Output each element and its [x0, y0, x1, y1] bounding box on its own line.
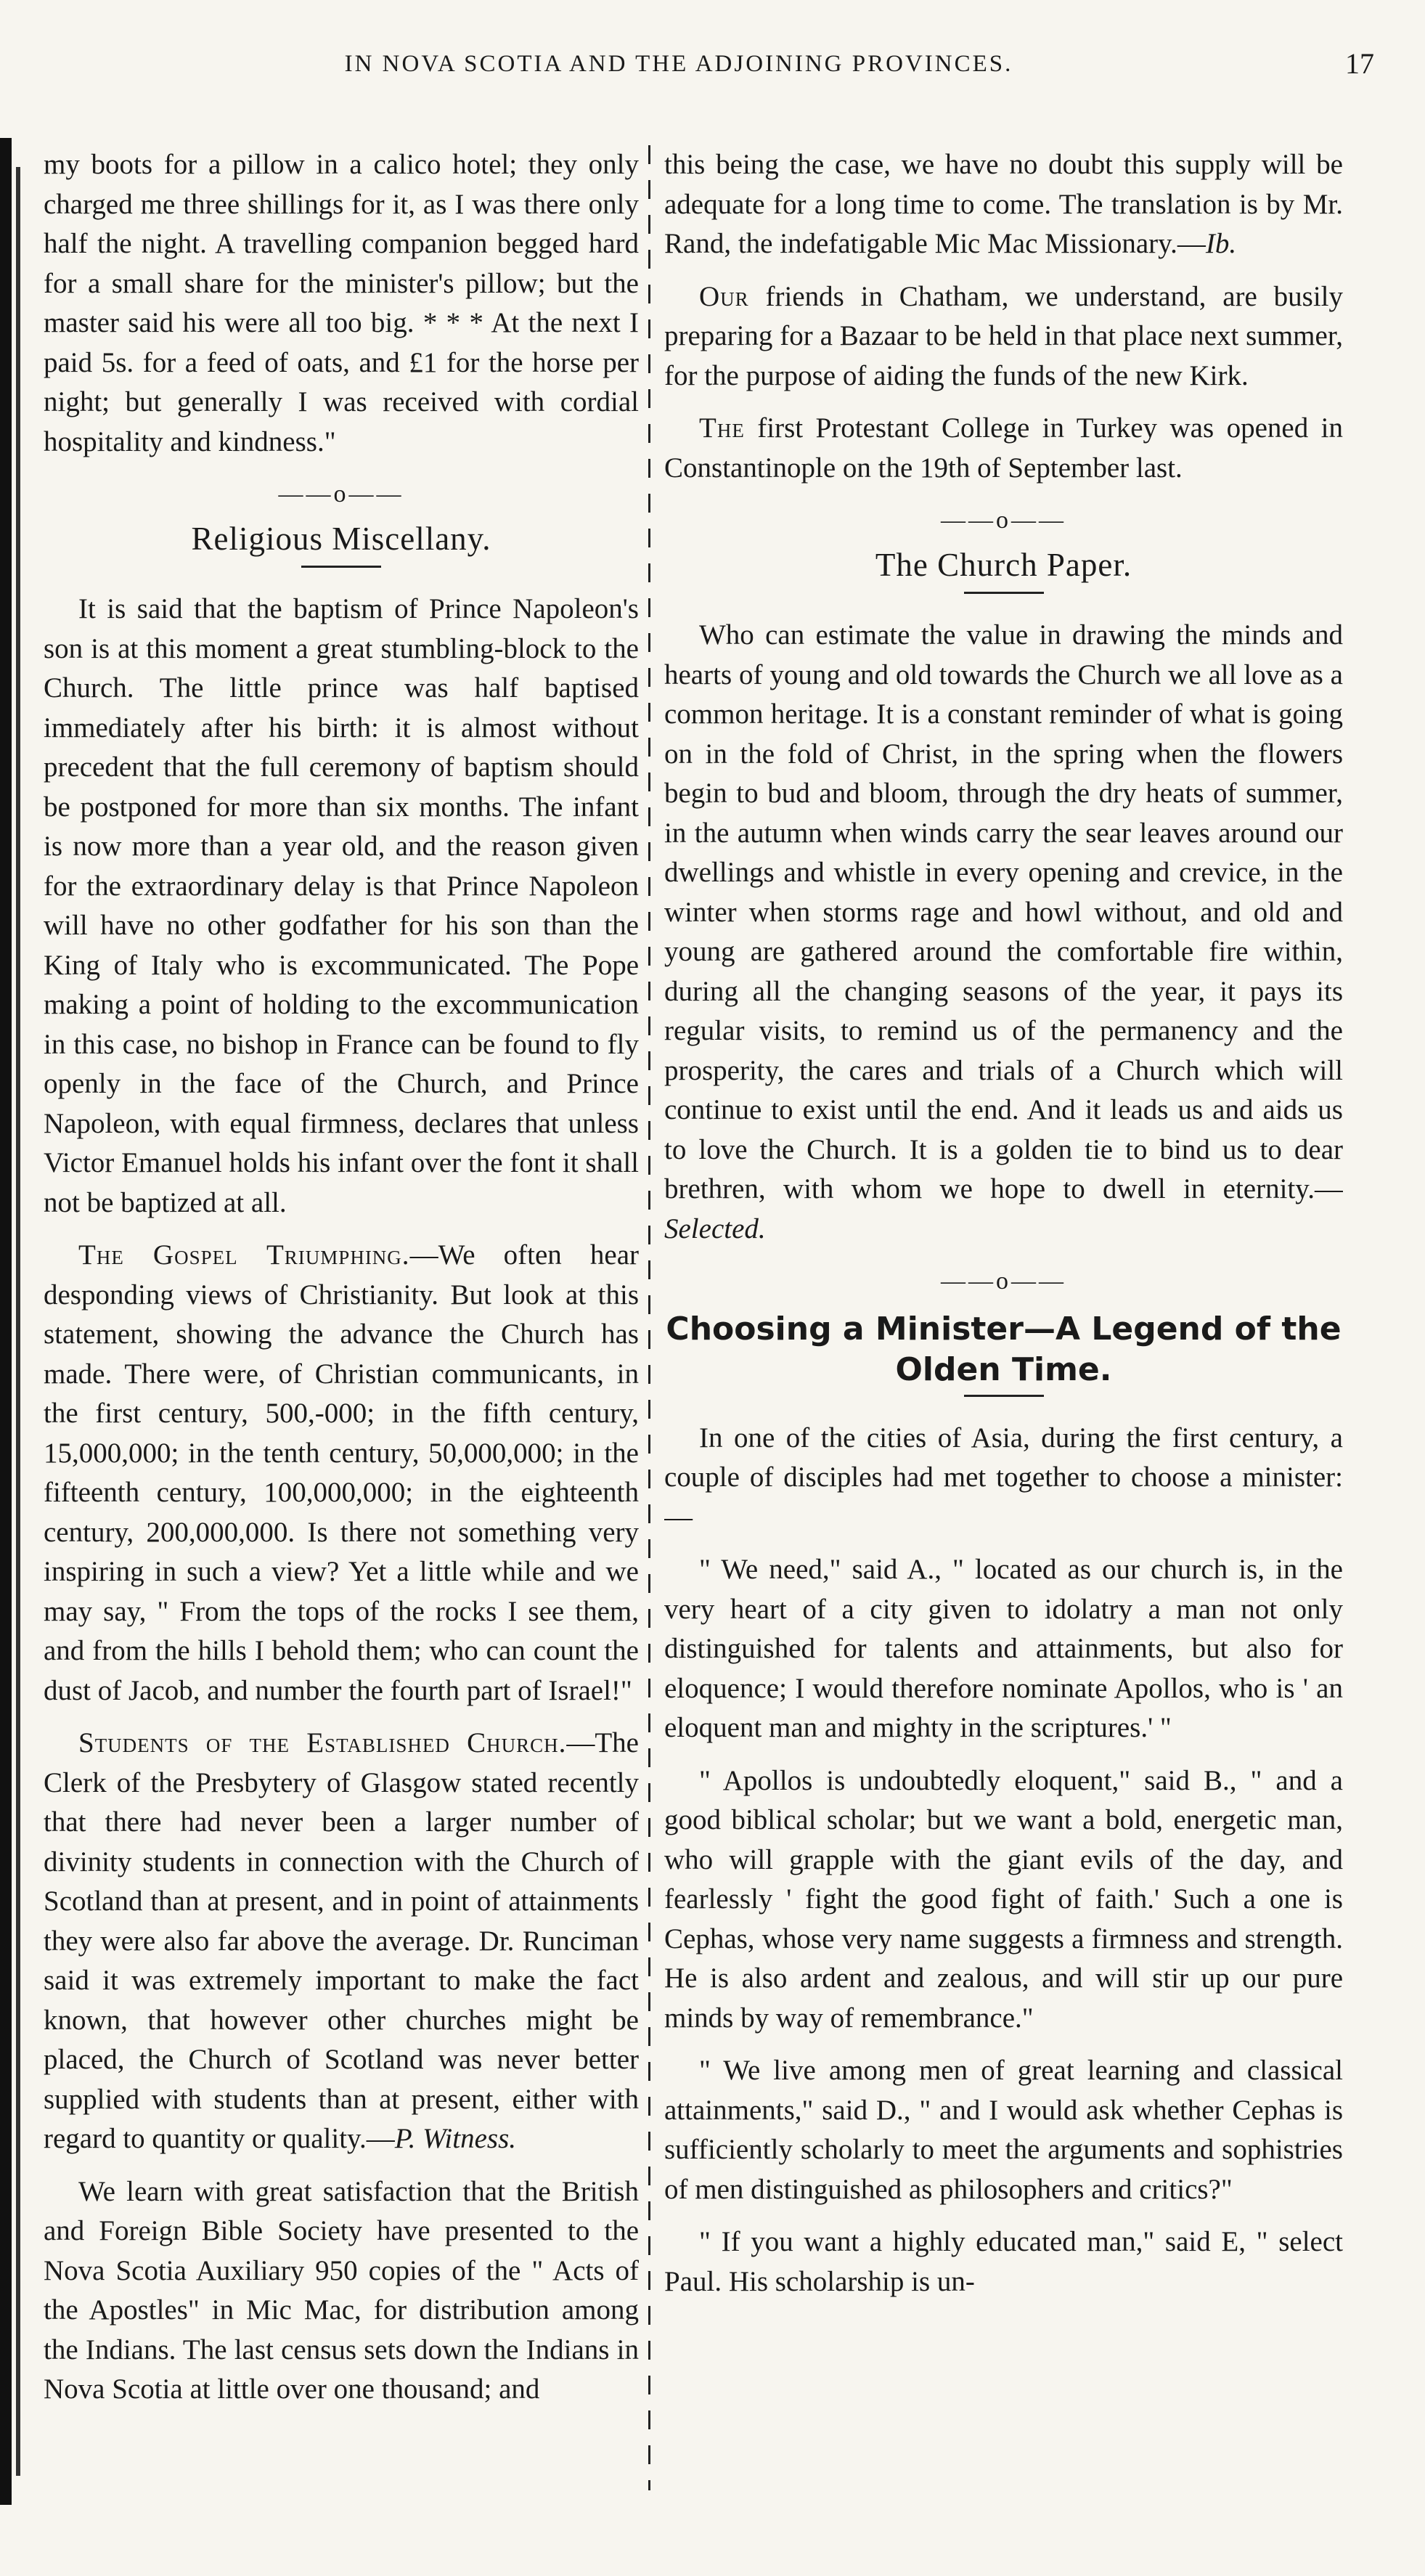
right-paragraph-cephas: " Apollos is undoubtedly eloquent," said B., " and a good biblical scholar; but we want a bold, energetic man, who will grapple with the giant evils of the day, and fearlessly ' fight the good fight of faith.' Such a one is Cephas, whose very name suggests a firmness and strength. He is also ardent and zealous, and will stir up our pure minds by way of remembrance." [664, 1764, 1343, 2034]
page-number: 17 [1345, 47, 1374, 80]
heading-rule [964, 1395, 1044, 1397]
church-paper-text: Who can estimate the value in drawing the minds and hearts of young and old towards the Church we all love as a common heritage. It is a constant reminder of what is going on in the fold of Christ, in the spring when the flowers begin to bud and bloom, through the dry heats of summer, in the autumn when winds carry the sear leaves around our dwellings and whistle in every opening and crevice, in the winter when storms rage and howl without, and old and young are gathered around the comfortable fire within, during all the changing seasons of the year, it pays its regular visits, to remind us of the permanency and the prosperity, the cares and trials of a Church which will continue to exist until the end. And it leads us and aids us to love the Church. It is a golden tie to bind us to dear brethren, with whom we hope to dwell in eternity.— [664, 619, 1343, 1205]
heading-rule [301, 566, 381, 568]
right-paragraph-chatham [664, 277, 1343, 396]
right-paragraph-asia: In one of the cities of Asia, during the first century, a couple of disciples had met together to choose a minister:— [664, 1422, 1343, 1533]
heading-choosing-minister: Choosing a Minister—A Legend of the Olden Time. [666, 1310, 1342, 1388]
church-paper-source: Selected. [664, 1212, 766, 1244]
left-paragraph-baptism: It is said that the baptism of Prince Napoleon's son is at this moment a great stumbling-block to the Church. The little prince was half baptised immediately after his birth: it is almost without precedent that the full ceremony of baptism should be postponed for more than six months. The infant is now more than a year old, and the reason given for the extraordinary delay is that Prince Napoleon will have no other godfather for his son than the King of Italy who is excommunicated. The Pope making a point of holding to the excommunication in this case, no bishop in France can be found to fly openly in the face of the Church, and Prince Napoleon, with equal firmness, declares that unless Victor Emanuel holds his infant over the font it shall not be baptized at all. [44, 593, 639, 1218]
binding-edge [0, 138, 12, 2505]
right-paragraph-1 [664, 145, 1343, 264]
section-separator: ——o—— [278, 481, 404, 508]
chatham-text: friends in Chatham, we understand, are busily preparing for a Bazaar to be held in that place next summer, for the purpose of aiding the funds of the new Kirk. [664, 280, 1343, 391]
heading-rule [964, 592, 1044, 594]
translation-source: Ib. [1205, 228, 1237, 259]
right-paragraph-paul: " If you want a highly educated man," said E, " select Paul. His scholarship is un- [664, 2226, 1343, 2297]
section-separator: ——o—— [941, 1268, 1066, 1295]
right-paragraph-learning: " We live among men of great learning and classical attainments," said D., " and I would ask whether Cephas is sufficiently scholarly to meet the arguments and sophistries of men distinguished as philosophers and critics?" [664, 2055, 1343, 2205]
right-column [664, 145, 1343, 2527]
right-paragraph-apollos: " We need," said A., " located as our church is, in the very heart of a city given to idolatry a man not only distinguished for talents and attainments, but also for eloquence; I would therefore nominate Apollos, who is ' an eloquent man and mighty in the scriptures.' " [664, 1554, 1343, 1743]
students-lead: Students of the Established Church. [78, 1727, 567, 1758]
left-paragraph-gospel [44, 1236, 639, 1711]
left-column [44, 145, 639, 2527]
students-text: —The Clerk of the Presbytery of Glasgow stated recently that there had never been a larger number of divinity students in connection with the Church of Scotland than at present, and in point of attainments they were also far above the average. Dr. Runciman said it was extremely important to make the fact known, that however other churches might be placed, the Church of Scotland was never better supplied with students than at present, either with regard to quantity or quality.— [44, 1727, 639, 2154]
turkey-text: first Protestant College in Turkey was opened in Constantinople on the 19th of September last. [664, 412, 1343, 484]
heading-church-paper: The Church Paper. [875, 546, 1132, 583]
page-header [0, 47, 1425, 116]
chatham-lead: Our [699, 280, 749, 312]
turkey-lead: The [699, 412, 745, 444]
right-paragraph-turkey [664, 409, 1343, 488]
gospel-lead: The Gospel Triumphing. [78, 1239, 410, 1271]
right-paragraph-church-paper [664, 616, 1343, 1249]
left-paragraph-bible-society: We learn with great satisfaction that the British and Foreign Bible Society have presented to the Nova Scotia Auxiliary 950 copies of the " Acts of the Apostles" in Mic Mac, for distribution among the Indians. The last census sets down the Indians in Nova Scotia at little over one thousand; and [44, 2175, 639, 2405]
running-head: IN NOVA SCOTIA AND THE ADJOINING PROVINCES. [344, 51, 1013, 77]
column-divider [648, 145, 650, 2490]
translation-text: this being the case, we have no doubt this supply will be adequate for a long time to come. The translation is by Mr. Rand, the indefatigable Mic Mac Missionary.— [664, 149, 1343, 259]
heading-religious-miscellany: Religious Miscellany. [191, 520, 491, 557]
section-separator: ——o—— [941, 507, 1066, 534]
left-paragraph-1: my boots for a pillow in a calico hotel; they only charged me three shillings for it, as I was there only half the night. A travelling companion begged hard for a small share for the minister's pillow; but the master said his were all too big. * * * At the next I paid 5s. for a feed of oats, and £1 for the horse per night; but generally I was received with cordial hospitality and kindness." [44, 149, 639, 457]
left-paragraph-students [44, 1724, 639, 2159]
students-source: P. Witness. [394, 2123, 516, 2154]
gospel-text: —We often hear desponding views of Christianity. But look at this statement, showing the advance the Church has made. There were, of Christian communicants, in the first century, 500,-000; in the fifth century, 15,000,000; in the tenth century, 50,000,000; in the fifteenth century, 100,000,000; in the eighteenth century, 200,000,000. Is there not something very inspiring in such a view? Yet a little while and we may say, " From the tops of the rocks I see them, and from the hills I behold them; who can count the dust of Jacob, and number the fourth part of Israel!" [44, 1239, 639, 1706]
binding-edge-inner [16, 167, 20, 2476]
